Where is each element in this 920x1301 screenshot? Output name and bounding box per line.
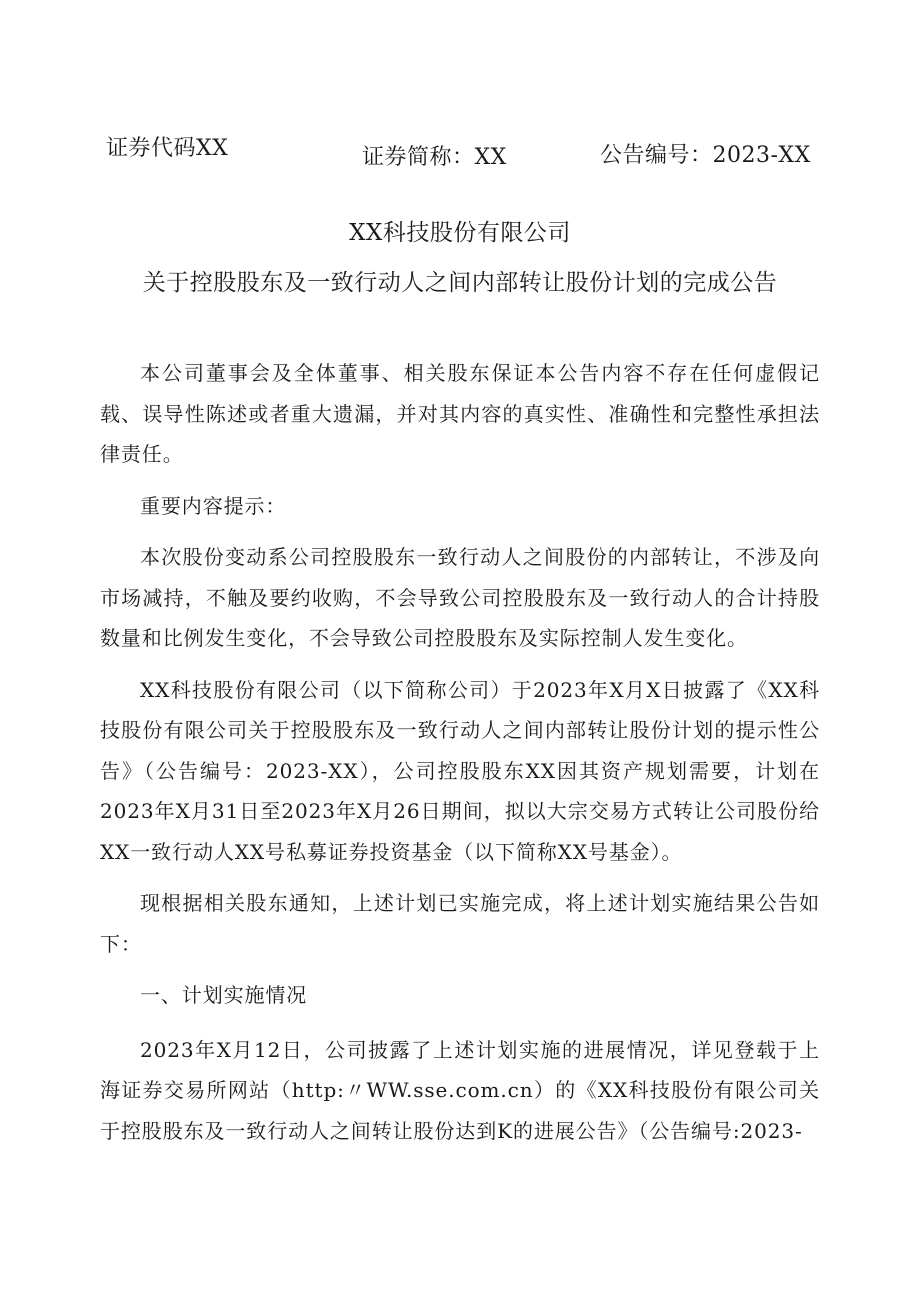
key-content-paragraph: 本次股份变动系公司控股股东一致行动人之间股份的内部转让，不涉及向市场减持，不触及要约收购，不会导致公司控股股东及一致行动人的合计持股数量和比例发生变化，不会导致公司控股股东及实际控制人发生变化。 bbox=[100, 545, 820, 650]
announcement-body bbox=[100, 353, 820, 1162]
background-paragraph: XX科技股份有限公司（以下简称公司）于2023年X月X日披露了《XX科技股份有限公司关于控股股东及一致行动人之间内部转让股份计划的提示性公告》（公告编号：2023-XX），公司控股股东XX因其资产规划需要，计划在2023年X月31日至2023年X月26日期间，拟以大宗交易方式转让公司股份给XX一致行动人XX号私募证券投资基金（以下简称XX号基金）。 bbox=[100, 677, 820, 864]
key-content-heading: 重要内容提示： bbox=[140, 493, 287, 518]
company-name-title: XX科技股份有限公司 bbox=[349, 220, 571, 246]
section-heading-plan-implementation: 一、计划实施情况 bbox=[140, 983, 308, 1007]
board-statement-paragraph: 本公司董事会及全体董事、相关股东保证本公告内容不存在任何虚假记载、误导性陈述或者重大遗漏，并对其内容的真实性、准确性和完整性承担法律责任。 bbox=[100, 361, 820, 466]
announcement-number: 公告编号：2023-XX bbox=[600, 143, 811, 168]
notice-paragraph: 现根据相关股东通知，上述计划已实施完成，将上述计划实施结果公告如下： bbox=[100, 891, 820, 956]
progress-paragraph: 2023年X月12日，公司披露了上述计划实施的进展情况，详见登载于上海证券交易所网站（http:〃WW.sse.com.cn）的《XX科技股份有限公司关于控股股东及一致行动人之间转让股份达到K的进展公告》（公告编号:2023- bbox=[100, 1037, 820, 1143]
stock-abbreviation: 证券简称：XX bbox=[362, 145, 507, 170]
announcement-subject-title: 关于控股股东及一致行动人之间内部转让股份计划的完成公告 bbox=[142, 270, 778, 296]
stock-code: 证券代码XX bbox=[106, 136, 229, 161]
